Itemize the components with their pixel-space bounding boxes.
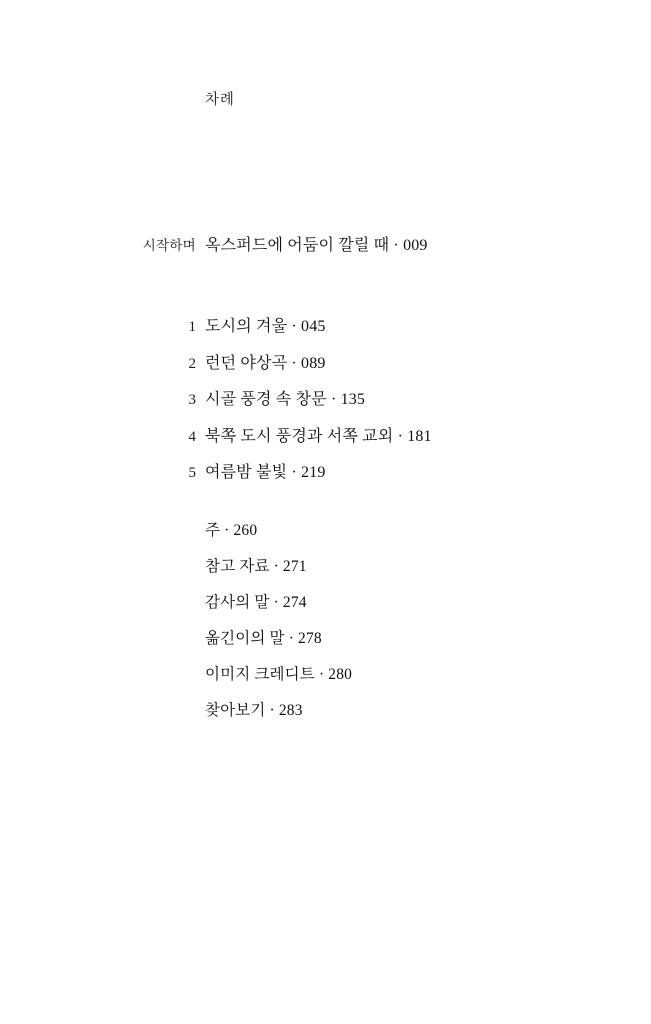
back-matter-title: 옮긴이의 말 · 278 <box>205 630 322 647</box>
chapter-title: 런던 야상곡 · 089 <box>205 354 326 372</box>
toc-entry-chapter-2 <box>0 350 651 373</box>
back-matter-title: 감사의 말 · 274 <box>205 594 307 611</box>
toc-entry-chapter-1 <box>0 313 651 336</box>
table-of-contents <box>0 232 651 734</box>
toc-entry-chapter-4 <box>0 423 651 446</box>
toc-entry-translator-note <box>0 626 651 648</box>
back-matter-title: 찾아보기 · 283 <box>205 702 303 719</box>
chapter-number: 4 <box>188 428 196 445</box>
back-matter-title: 이미지 크레디트 · 280 <box>205 666 353 683</box>
toc-entry-image-credits <box>0 662 651 684</box>
toc-entry-chapter-3 <box>0 386 651 409</box>
chapter-title: 도시의 겨울 · 045 <box>205 318 326 335</box>
toc-entry-chapter-5 <box>0 459 651 482</box>
chapter-number: 1 <box>188 319 196 335</box>
page-title: 차례 <box>205 92 235 108</box>
back-matter-title: 참고 자료 · 271 <box>205 558 307 575</box>
toc-entry-references <box>0 554 651 576</box>
toc-entry-introduction <box>0 232 651 255</box>
introduction-label: 시작하며 <box>142 238 196 253</box>
introduction-title: 옥스퍼드에 어둠이 깔릴 때 · 009 <box>205 237 428 254</box>
chapter-title: 북쪽 도시 풍경과 서쪽 교외 · 181 <box>205 427 432 445</box>
toc-entry-acknowledgements <box>0 590 651 612</box>
toc-entry-index <box>0 698 651 720</box>
chapter-title: 여름밤 불빛 · 219 <box>205 464 326 481</box>
back-matter-list <box>0 518 651 720</box>
toc-entry-notes <box>0 518 651 540</box>
back-matter-title: 주 · 260 <box>205 522 258 539</box>
chapter-number: 2 <box>188 355 196 372</box>
chapter-number: 3 <box>188 392 196 408</box>
chapter-number: 5 <box>188 465 196 481</box>
chapter-title: 시골 풍경 속 창문 · 135 <box>205 391 366 408</box>
